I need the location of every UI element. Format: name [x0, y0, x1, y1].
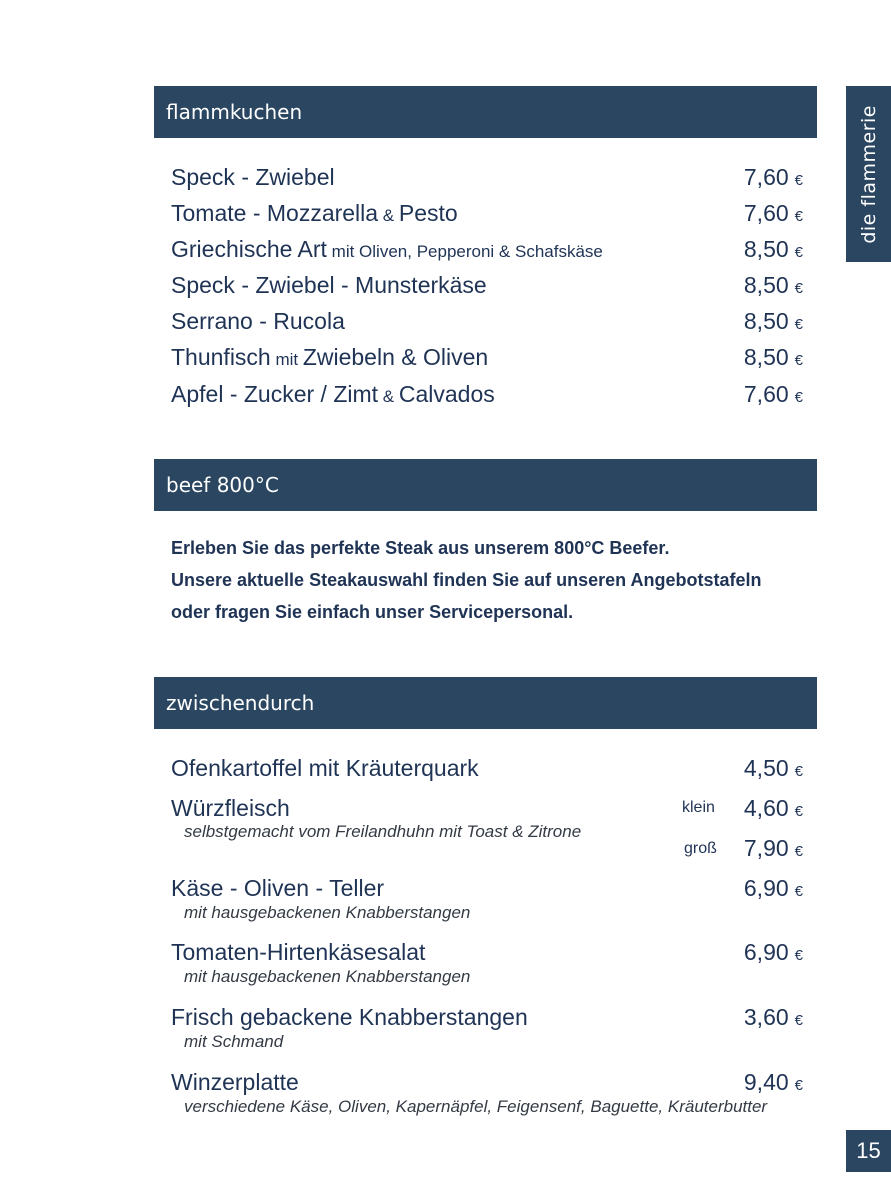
item-price: 7,90 € — [743, 835, 803, 861]
section-header-zwischendurch — [154, 677, 817, 729]
item-name: Frisch gebackene Knabberstangen — [171, 1004, 528, 1030]
item-description: mit hausgebackenen Knabberstangen — [184, 903, 471, 922]
item-name: Thunfisch mit Zwiebeln & Oliven — [171, 344, 489, 370]
side-tab-label: die flammerie — [857, 104, 880, 244]
item-price: 3,60 € — [743, 1004, 803, 1030]
menu-item — [171, 162, 803, 198]
item-price: 7,60 € — [743, 200, 803, 226]
item-price: 6,90 € — [743, 939, 803, 965]
page-number-label: 15 — [856, 1138, 881, 1163]
menu-item — [171, 1002, 803, 1058]
item-description: selbstgemacht vom Freilandhuhn mit Toast & Zitrone — [184, 822, 582, 841]
section-header-beef — [154, 459, 817, 511]
item-price: 8,50 € — [743, 272, 803, 298]
item-name: Tomaten-Hirtenkäsesalat — [171, 939, 426, 965]
menu-item — [171, 198, 803, 234]
item-name: Käse - Oliven - Teller — [171, 875, 385, 901]
menu-item — [171, 873, 803, 929]
item-name: Tomate - Mozzarella & Pesto — [171, 200, 458, 226]
item-name: Serrano - Rucola — [171, 308, 345, 334]
item-price: 4,50 € — [743, 755, 803, 781]
item-price: 8,50 € — [743, 308, 803, 334]
size-label: klein — [682, 799, 715, 816]
menu-item — [171, 306, 803, 342]
beef-text-line: Erleben Sie das perfekte Steak aus unserem 800°C Beefer. — [171, 538, 670, 558]
item-price: 6,90 € — [743, 875, 803, 901]
section-header-flammkuchen — [154, 86, 817, 138]
item-name: Apfel - Zucker / Zimt & Calvados — [171, 381, 495, 407]
item-price: 8,50 € — [743, 344, 803, 370]
item-name: Ofenkartoffel mit Kräuterquark — [171, 755, 479, 781]
section-title: flammkuchen — [166, 100, 303, 124]
item-price: 9,40 € — [743, 1069, 803, 1095]
item-name: Winzerplatte — [171, 1069, 299, 1095]
beef-text-line: oder fragen Sie einfach unser Servicepersonal. — [171, 602, 574, 622]
item-description: mit Schmand — [184, 1032, 284, 1051]
beef-text — [171, 532, 762, 628]
item-name: Speck - Zwiebel - Munsterkäse — [171, 272, 487, 298]
menu-item — [171, 1067, 803, 1123]
menu-item — [171, 379, 803, 415]
item-price: 4,60 € — [743, 795, 803, 821]
menu-item — [171, 937, 803, 993]
menu-item — [171, 793, 803, 873]
page-number — [846, 1130, 891, 1172]
item-name: Griechische Art mit Oliven, Pepperoni & Schafskäse — [171, 236, 603, 262]
item-name: Würzfleisch — [171, 795, 290, 821]
section-title: beef 800°C — [166, 473, 279, 497]
item-description: mit hausgebackenen Knabberstangen — [184, 967, 471, 986]
section-title: zwischendurch — [166, 691, 315, 715]
item-price: 7,60 € — [743, 381, 803, 407]
menu-item — [171, 342, 803, 378]
menu-item — [171, 270, 803, 306]
item-description: verschiedene Käse, Oliven, Kapernäpfel, Feigensenf, Baguette, Kräuterbutter — [184, 1097, 768, 1116]
side-tab — [846, 86, 891, 262]
item-name: Speck - Zwiebel — [171, 164, 335, 190]
beef-text-line: Unsere aktuelle Steakauswahl finden Sie auf unseren Angebotstafeln — [171, 570, 762, 590]
item-price: 7,60 € — [743, 164, 803, 190]
item-price: 8,50 € — [743, 236, 803, 262]
menu-item — [171, 234, 803, 270]
menu-item — [171, 753, 803, 789]
size-label: groß — [684, 840, 717, 857]
